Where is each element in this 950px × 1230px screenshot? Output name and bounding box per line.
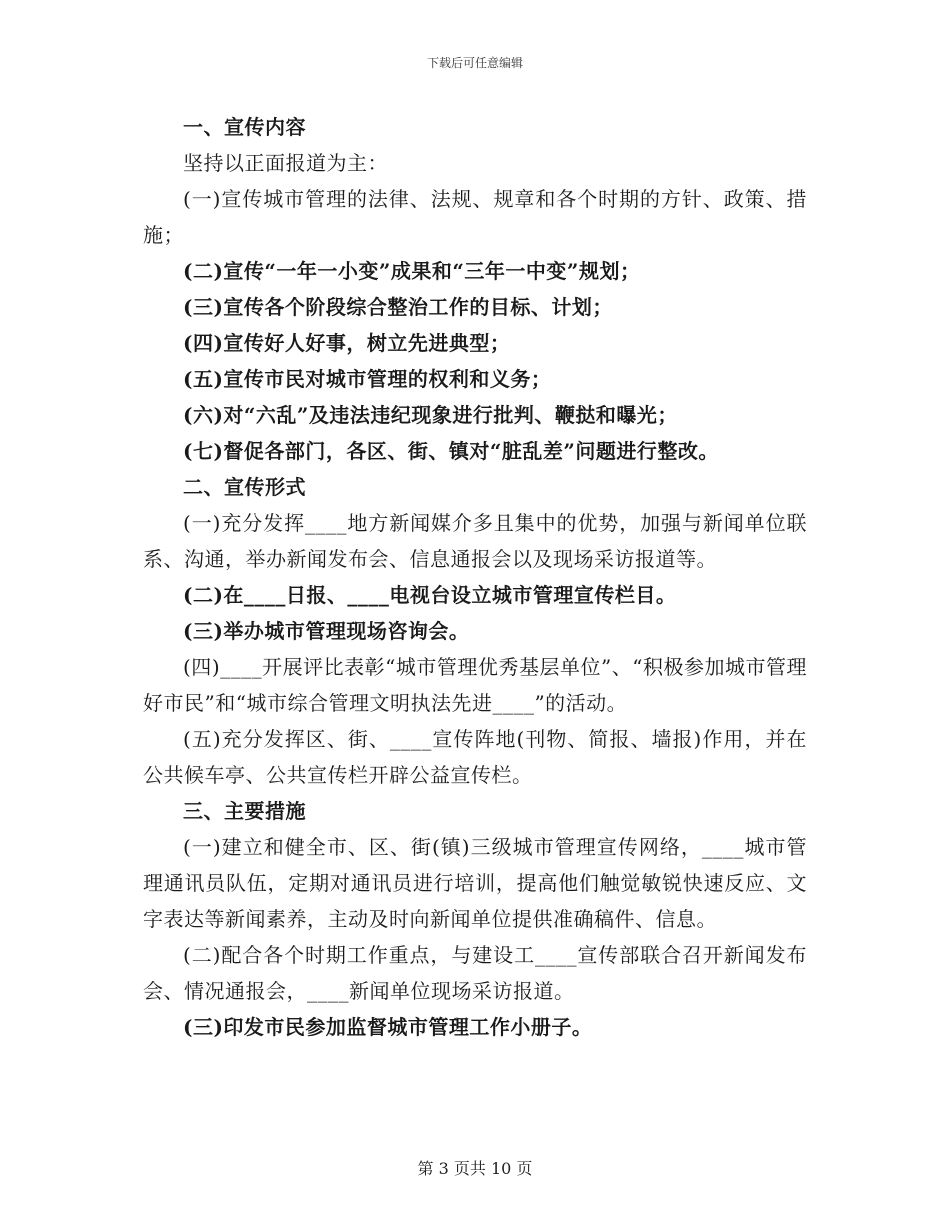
paragraph: (六)对“六乱”及违法违纪现象进行批判、鞭挞和曝光； — [183, 403, 678, 427]
paragraph: (四)____开展评比表彰“城市管理优秀基层单位”、“积极参加城市管理好市民”和“城市综合管理文明执法先进____”的活动。 — [143, 655, 807, 715]
paragraph: (一)宣传城市管理的法律、法规、规章和各个时期的方针、政策、措施； — [143, 187, 807, 247]
paragraph: (二)在____日报、____电视台设立城市管理宣传栏目。 — [183, 583, 677, 607]
paragraph: (一)建立和健全市、区、街(镇)三级城市管理宣传网络，____城市管理通讯员队伍，定期对通讯员进行培训，提高他们触觉敏锐快速反应、文字表达等新闻素养，主动及时向新闻单位提供准确稿件、信息。 — [143, 835, 807, 931]
page-header: 下载后可任意编辑 — [426, 56, 523, 70]
section-heading: 一、宣传内容 — [183, 115, 306, 139]
paragraph: (二)配合各个时期工作重点，与建设工____宣传部联合召开新闻发布会、情况通报会，____新闻单位现场采访报道。 — [143, 943, 807, 1003]
paragraph: 坚持以正面报道为主： — [183, 151, 388, 175]
section-heading: 二、宣传形式 — [183, 475, 306, 499]
document-body — [143, 109, 807, 1045]
section-heading: 三、主要措施 — [183, 799, 306, 823]
paragraph: (五)充分发挥区、街、____宣传阵地(刊物、简报、墙报)作用，并在公共候车亭、公共宣传栏开辟公益宣传栏。 — [143, 727, 807, 787]
page-footer: 第 3 页共 10 页 — [417, 1159, 533, 1178]
paragraph: (二)宣传“一年一小变”成果和“三年一中变”规划； — [183, 259, 641, 283]
paragraph: (三)印发市民参加监督城市管理工作小册子。 — [183, 1015, 593, 1039]
paragraph: (三)宣传各个阶段综合整治工作的目标、计划； — [183, 295, 613, 319]
paragraph: (四)宣传好人好事，树立先进典型； — [183, 331, 511, 355]
paragraph: (七)督促各部门，各区、街、镇对“脏乱差”问题进行整改。 — [183, 439, 719, 463]
paragraph: (三)举办城市管理现场咨询会。 — [183, 619, 470, 643]
paragraph: (一)充分发挥____地方新闻媒介多且集中的优势，加强与新闻单位联系、沟通，举办新闻发布会、信息通报会以及现场采访报道等。 — [143, 511, 807, 571]
paragraph: (五)宣传市民对城市管理的权利和义务； — [183, 367, 552, 391]
